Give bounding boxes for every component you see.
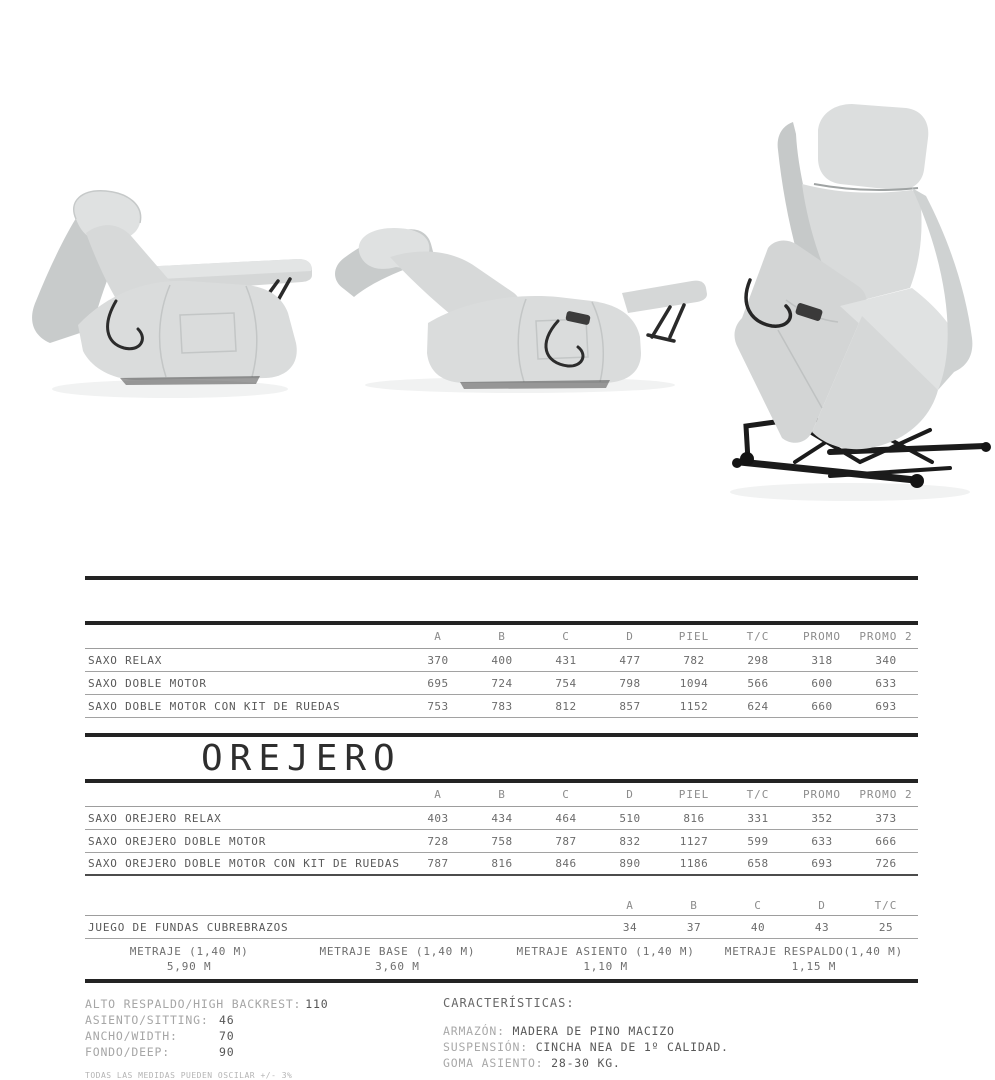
column-header: PROMO 2	[859, 630, 913, 643]
price-cell: 783	[491, 699, 513, 713]
column-header: PIEL	[678, 630, 710, 643]
metraje-label: METRAJE (1,40 M)	[129, 945, 249, 958]
column-header: B	[498, 630, 506, 643]
characteristic-row	[443, 1023, 918, 1039]
recliner-side-view-illustration	[20, 185, 320, 405]
dimension-row	[85, 996, 443, 1012]
metraje-value: 1,15 M	[791, 960, 837, 973]
price-cell: 464	[555, 811, 577, 825]
price-cell: 633	[875, 676, 897, 690]
column-header: C	[562, 788, 570, 801]
characteristic-label: SUSPENSIÓN:	[443, 1040, 536, 1054]
dimension-value: 90	[219, 1045, 235, 1059]
price-cell: 1094	[679, 676, 709, 690]
table-row	[85, 807, 918, 830]
model-label: JUEGO DE FUNDAS CUBREBRAZOS	[88, 920, 289, 934]
metraje-label: METRAJE RESPALDO(1,40 M)	[724, 945, 903, 958]
column-header: A	[434, 630, 442, 643]
model-label: SAXO OREJERO DOBLE MOTOR CON KIT DE RUEDAS	[88, 857, 400, 870]
model-label: SAXO DOBLE MOTOR CON KIT DE RUEDAS	[88, 699, 341, 713]
price-cell: 658	[747, 857, 769, 870]
fundas-table-header	[85, 896, 918, 916]
price-cell: 660	[811, 699, 833, 713]
price-cell: 431	[555, 653, 577, 667]
column-header: B	[690, 899, 698, 912]
lift-chair-raised-illustration	[690, 90, 995, 510]
fundas-table	[85, 896, 918, 939]
table-row	[85, 830, 918, 853]
column-header: D	[626, 788, 634, 801]
characteristics-title: CARACTERÍSTICAS:	[443, 996, 575, 1010]
column-header: PROMO 2	[859, 788, 913, 801]
metraje-cell	[85, 944, 293, 974]
metraje-cell	[293, 944, 501, 974]
price-sheet	[85, 576, 918, 983]
price-cell: 599	[747, 834, 769, 848]
dimension-label: ALTO RESPALDO/HIGH BACKREST:	[85, 997, 302, 1011]
section-title: OREJERO	[201, 737, 402, 779]
price-cell: 400	[491, 653, 513, 667]
table-row	[85, 916, 918, 939]
dimension-value: 46	[219, 1013, 235, 1027]
metraje-value: 3,60 M	[375, 960, 420, 973]
price-cell: 373	[875, 811, 897, 825]
characteristic-label: GOMA ASIENTO:	[443, 1056, 552, 1070]
bottom-rule	[85, 979, 918, 983]
characteristic-label: ARMAZÓN:	[443, 1024, 513, 1038]
dimension-row	[85, 1028, 443, 1044]
table-row	[85, 695, 918, 718]
dimension-row	[85, 1012, 443, 1028]
price-cell: 832	[619, 834, 641, 848]
price-cell: 1127	[679, 834, 709, 848]
column-header: PROMO	[802, 630, 842, 643]
price-cell: 816	[491, 857, 513, 870]
price-cell: 340	[875, 653, 897, 667]
metraje-label: METRAJE ASIENTO (1,40 M)	[516, 945, 695, 958]
column-header: D	[818, 899, 826, 912]
recliner-full-recline-image	[330, 225, 710, 395]
price-cell: 782	[683, 653, 705, 667]
price-cell: 1152	[679, 699, 709, 713]
dimension-label: ASIENTO/SITTING:	[85, 1013, 209, 1027]
price-cell: 25	[878, 920, 894, 934]
metraje-value: 5,90 M	[166, 960, 212, 973]
model-label: SAXO OREJERO DOBLE MOTOR	[88, 834, 267, 848]
price-cell: 693	[875, 699, 897, 713]
recliner-full-recline-illustration	[330, 225, 710, 395]
price-cell: 37	[686, 920, 702, 934]
characteristic-row	[443, 1055, 918, 1071]
bottom-info	[85, 996, 918, 1080]
price-cell: 1186	[679, 857, 709, 870]
price-cell: 43	[814, 920, 830, 934]
price-cell: 758	[491, 834, 513, 848]
price-cell: 633	[811, 834, 833, 848]
price-cell: 600	[811, 676, 833, 690]
saxo-table-header	[85, 625, 918, 649]
lift-chair-raised-image	[690, 90, 995, 510]
price-cell: 434	[491, 811, 513, 825]
price-cell: 298	[747, 653, 769, 667]
dimension-value: 110	[305, 997, 329, 1011]
price-cell: 695	[427, 676, 449, 690]
price-cell: 798	[619, 676, 641, 690]
price-cell: 370	[427, 653, 449, 667]
model-label: SAXO RELAX	[88, 653, 163, 667]
price-cell: 403	[427, 811, 449, 825]
metraje-label: METRAJE BASE (1,40 M)	[319, 945, 476, 958]
price-cell: 566	[747, 676, 769, 690]
price-cell: 352	[811, 811, 833, 825]
measurements-disclaimer: TODAS LAS MEDIDAS PUEDEN OSCILAR +/- 3%	[85, 1071, 293, 1080]
table-row	[85, 649, 918, 672]
price-cell: 510	[619, 811, 641, 825]
column-header: B	[498, 788, 506, 801]
characteristic-value: CINCHA NEA DE 1º CALIDAD.	[535, 1040, 729, 1054]
price-cell: 477	[619, 653, 641, 667]
column-header: C	[754, 899, 762, 912]
price-cell: 812	[555, 699, 577, 713]
dimension-row	[85, 1044, 443, 1060]
model-label: SAXO DOBLE MOTOR	[88, 676, 207, 690]
price-cell: 726	[875, 857, 897, 870]
price-cell: 787	[427, 857, 449, 870]
metraje-value: 1,10 M	[583, 960, 628, 973]
price-cell: 624	[747, 699, 769, 713]
characteristic-row	[443, 1039, 918, 1055]
column-header: C	[562, 630, 570, 643]
dimensions-block	[85, 996, 443, 1080]
column-header: A	[434, 788, 442, 801]
column-header: T/C	[746, 630, 770, 643]
price-cell: 857	[619, 699, 641, 713]
dimension-label: ANCHO/WIDTH:	[85, 1029, 178, 1043]
column-header: T/C	[746, 788, 770, 801]
orejero-table-header	[85, 783, 918, 807]
metraje-cell	[502, 944, 710, 974]
price-cell: 754	[555, 676, 577, 690]
characteristic-value: 28-30 KG.	[551, 1056, 621, 1070]
characteristic-value: MADERA DE PINO MACIZO	[512, 1024, 675, 1038]
model-label: SAXO OREJERO RELAX	[88, 811, 222, 825]
orejero-price-table	[85, 783, 918, 876]
price-cell: 40	[750, 920, 766, 934]
price-cell: 890	[619, 857, 641, 870]
column-header: PROMO	[802, 788, 842, 801]
price-cell: 846	[555, 857, 577, 870]
price-cell: 34	[622, 920, 638, 934]
dimension-label: FONDO/DEEP:	[85, 1045, 170, 1059]
dimension-value: 70	[219, 1029, 235, 1043]
table-row	[85, 853, 918, 876]
price-cell: 787	[555, 834, 577, 848]
metraje-strip	[85, 939, 918, 979]
price-cell: 753	[427, 699, 449, 713]
price-cell: 728	[427, 834, 449, 848]
price-cell: 331	[747, 811, 769, 825]
price-cell: 724	[491, 676, 513, 690]
column-header: D	[626, 630, 634, 643]
saxo-price-table	[85, 625, 918, 718]
price-cell: 318	[811, 653, 833, 667]
table-row	[85, 672, 918, 695]
column-header: A	[626, 899, 634, 912]
recliner-side-view-image	[20, 185, 320, 405]
price-cell: 693	[811, 857, 833, 870]
orejero-title-row	[85, 737, 918, 779]
column-header: T/C	[874, 899, 898, 912]
column-header: PIEL	[678, 788, 710, 801]
metraje-cell	[710, 944, 918, 974]
price-cell: 816	[683, 811, 705, 825]
characteristics-block	[443, 996, 918, 1080]
price-cell: 666	[875, 834, 897, 848]
